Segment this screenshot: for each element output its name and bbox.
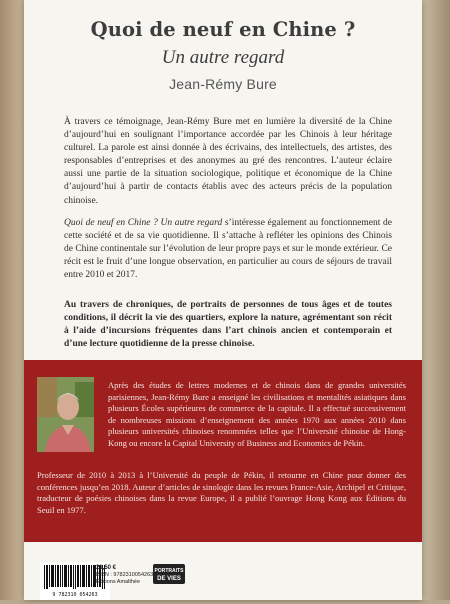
- book-back-cover: [24, 0, 422, 600]
- logo-text-2: DE VIES: [157, 576, 181, 582]
- author-bio-paragraph-1: Après des études de lettres modernes et de chinois dans de grandes universités parisiennes, Jean-Rémy Bure a enseigné les civilisations et mentalités asiatiques dans plusieurs Écoles supérieures de commerce de la capitale. Il a effectué successivement de nombreuses missions d’enseignement des années 1970 aux années 2010 dans plusieurs universités chinoises renommées telles que l’Université chinoise de Hong-Kong ou encore la Capital University of Business and Economics de Pékin.: [108, 380, 406, 448]
- summary-paragraph-2: [64, 217, 392, 282]
- background-left: [0, 0, 26, 600]
- summary-paragraph-2-text: s’intéresse également au fonctionnement de cette société et de sa vie quotidienne. Il s’attache à refléter les opinions des Chinois de Chine continentale sur l’évolution de leur propre pays et sur le monde extérieur. Ce récit est le fruit d’une longue observation, en particulier au cours de séjours de travail entre 2010 et 2017.: [64, 218, 393, 281]
- book-subtitle: Un autre regard: [161, 47, 285, 68]
- collection-logo: [152, 563, 186, 585]
- price: 21,50 €: [96, 565, 117, 571]
- author-bio-band: [24, 360, 422, 542]
- book-author: Jean-Rémy Bure: [169, 76, 277, 92]
- summary-paragraph-3: Au travers de chroniques, de portraits de personnes de tous âges et de toutes conditions, il décrit la vie des quartiers, explore la nature, agrémentant son récit à l’aide d’incursions fréquentes dans l’art chinois ancien et contemporain et d’une lecture quotidienne de la presse chinoise.: [64, 300, 392, 350]
- summary-title-reference: Quoi de neuf en Chine ? Un autre regard: [64, 218, 223, 228]
- book-title: Quoi de neuf en Chine ?: [90, 18, 356, 41]
- background-right: [420, 0, 450, 600]
- collection-logo-icon: [152, 563, 186, 585]
- publisher: Éditions Amalthée: [96, 579, 141, 585]
- isbn: ISBN : 9782310054263: [96, 572, 154, 578]
- barcode-digits: 9 782310 054263: [52, 592, 98, 598]
- logo-text-1: PORTRAITS: [154, 568, 184, 574]
- author-photo: [37, 377, 94, 452]
- summary-paragraph-1: À travers ce témoignage, Jean-Rémy Bure met en lumière la diversité de la Chine d’aujourd’hui en soulignant l’importance accordée par les Chinois à leur héritage culturel. La parole est ainsi donnée à des écrivains, des intellectuels, des artistes, des responsables d’entreprises et des anonymes au gré des rencontres. L’auteur éclaire aussi une partie de la situation sociologique, politique et économique de la Chine d’aujourd’hui à partir de contacts établis avec des acteurs précis de la population chinoise.: [64, 117, 392, 206]
- author-bio-paragraph-2: Professeur de 2010 à 2013 à l’Université du peuple de Pékin, il retourne en Chine pour donner des conférences jusqu’en 2018. Auteur d’articles de sinologie dans les revues France-Asie, Archipel et Critique, traducteur de poésies chinoises dans la revue Europe, il a publié l’ouvrage Hong Kong aux Éditions du Seuil en 1977.: [37, 470, 406, 515]
